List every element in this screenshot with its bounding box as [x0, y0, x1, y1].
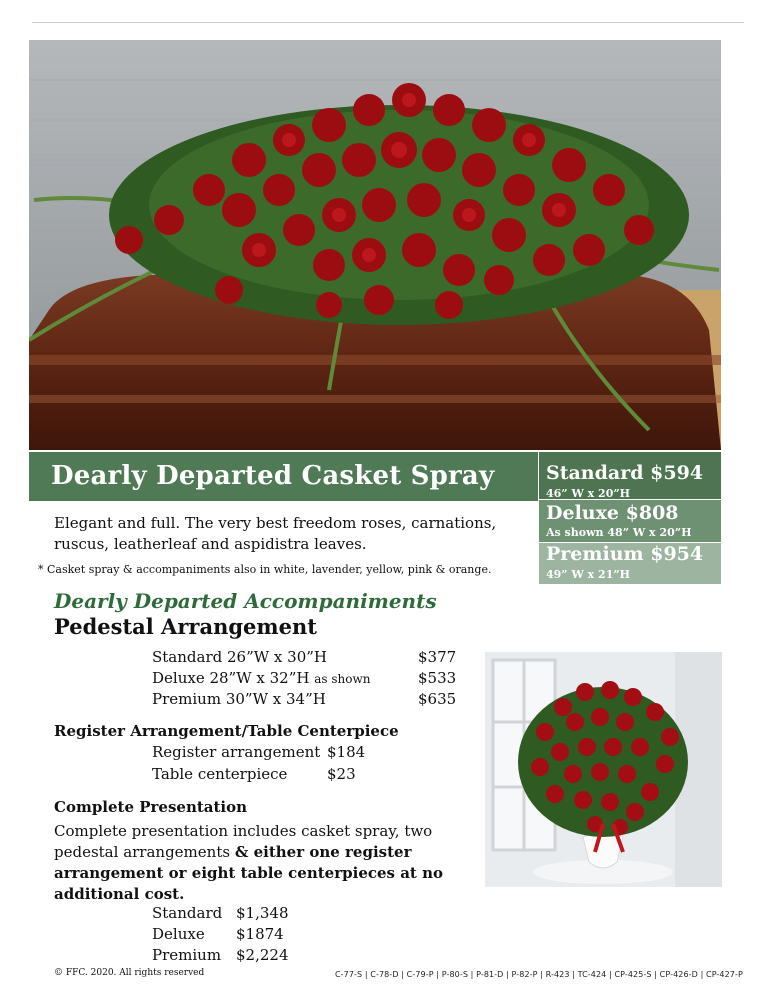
- register-arrangement-price: $184: [327, 743, 366, 761]
- pedestal-title: Pedestal Arrangement: [54, 614, 317, 639]
- color-note: * Casket spray & accompaniments also in white, lavender, yellow, pink & orange.: [38, 563, 492, 576]
- price-premium-label: Premium $954: [546, 543, 704, 565]
- pedestal-deluxe-label-group: [152, 669, 371, 687]
- price-premium: [539, 543, 721, 584]
- pedestal-deluxe-label: Deluxe 28”W x 32”H: [152, 669, 310, 687]
- price-deluxe-as-shown: As shown: [546, 526, 604, 539]
- pedestal-deluxe-as-shown: as shown: [314, 672, 371, 686]
- accompaniments-title: Dearly Departed Accompaniments: [54, 589, 437, 613]
- product-codes: C-77-S | C-78-D | C-79-P | P-80-S | P-81-D | P-82-P | R-423 | TC-424 | CP-425-S | CP-426-D | CP-427-P: [335, 970, 743, 979]
- copyright: © FFC. 2020. All rights reserved: [54, 968, 205, 978]
- complete-deluxe-label: Deluxe: [152, 925, 205, 943]
- complete-premium-price: $2,224: [236, 946, 289, 964]
- complete-premium-label: Premium: [152, 946, 222, 964]
- price-standard-dim: 46” W x 20”H: [546, 487, 631, 500]
- centerpiece-label: Table centerpiece: [152, 765, 288, 783]
- complete-title: Complete Presentation: [54, 798, 248, 816]
- price-deluxe: [539, 500, 721, 542]
- product-title-bar: [29, 452, 538, 501]
- pedestal-premium-label: Premium 30”W x 34”H: [152, 690, 326, 708]
- pedestal-arrangement-photo: [485, 652, 722, 887]
- price-deluxe-dim-row: [546, 526, 691, 539]
- casket-spray-photo: [29, 40, 721, 450]
- complete-bold-text: & either one register arrangement or eight table centerpieces at no additional cost.: [54, 843, 443, 903]
- price-deluxe-label: Deluxe $808: [546, 502, 679, 524]
- complete-deluxe-price: $1874: [236, 925, 284, 943]
- product-title: Dearly Departed Casket Spray: [51, 461, 495, 491]
- price-deluxe-dim: 48” W x 20”H: [607, 526, 692, 539]
- register-title: Register Arrangement/Table Centerpiece: [54, 722, 399, 740]
- complete-text: Complete presentation includes casket spray, two pedestal arrangements: [54, 822, 433, 861]
- pedestal-standard-label: Standard 26”W x 30”H: [152, 648, 327, 666]
- pedestal-standard-price: $377: [418, 648, 457, 666]
- price-standard: [539, 452, 721, 499]
- product-description: Elegant and full. The very best freedom roses, carnations, ruscus, leatherleaf and aspidistra leaves.: [54, 514, 497, 553]
- price-premium-dim: 49” W x 21”H: [546, 568, 631, 581]
- complete-standard-label: Standard: [152, 904, 223, 922]
- complete-description: [54, 821, 454, 905]
- price-standard-label: Standard $594: [546, 462, 704, 484]
- centerpiece-price: $23: [327, 765, 356, 783]
- pedestal-deluxe-price: $533: [418, 669, 457, 687]
- complete-standard-price: $1,348: [236, 904, 289, 922]
- top-divider: [32, 22, 744, 23]
- pedestal-premium-price: $635: [418, 690, 457, 708]
- register-arrangement-label: Register arrangement: [152, 743, 321, 761]
